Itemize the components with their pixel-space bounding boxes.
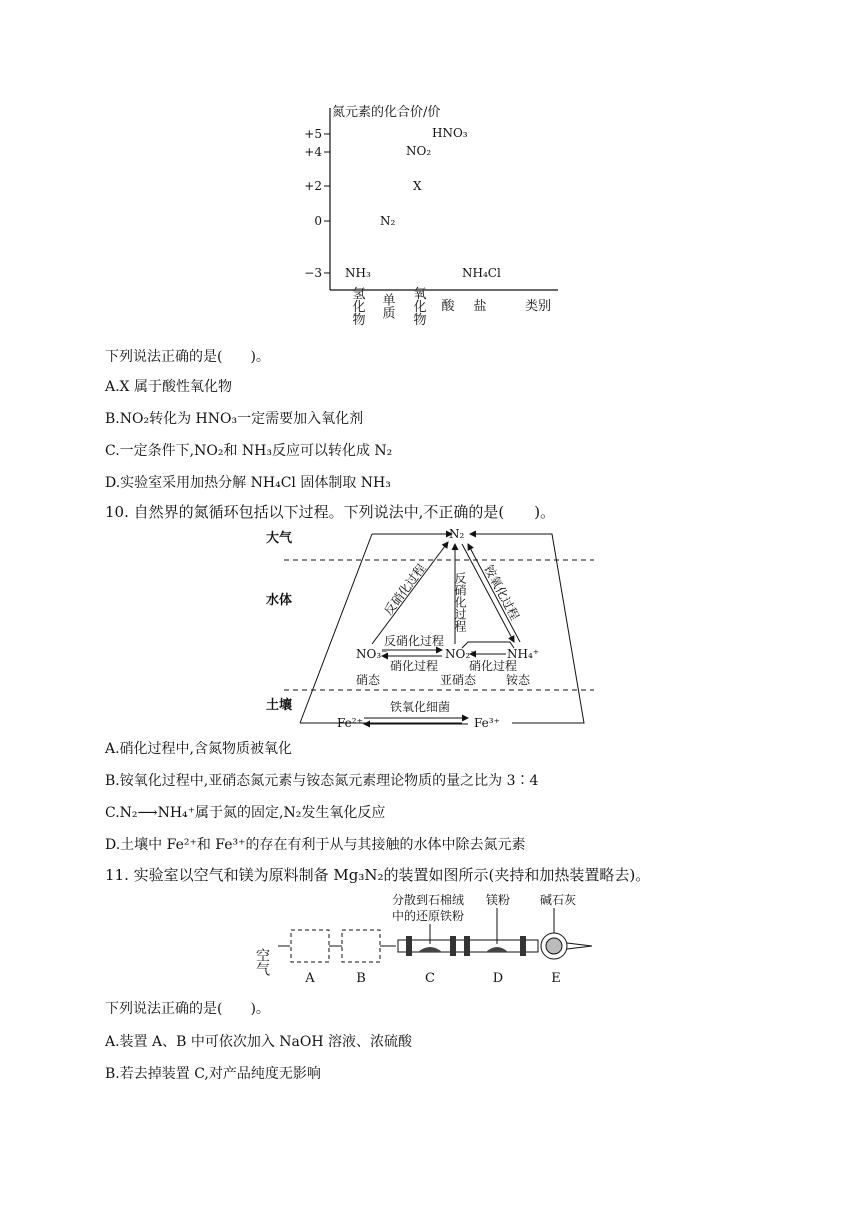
unit-e: E [551,971,561,986]
y-tick-minus3: −3 [304,266,322,280]
label-iron-powder-2: 中的还原铁粉 [392,909,465,923]
category-oxide: 氧化物 [410,286,426,326]
apparatus-diagram [254,890,603,990]
category-hydride: 氢化物 [349,286,365,326]
label-ammonium-oxidation: 铵氧化过程 [481,562,522,623]
point-hno3: HNO₃ [432,126,468,140]
state-nitrate: 硝态 [356,673,381,687]
nitrogen-cycle-diagram [262,524,602,734]
label-denitrification-middle: 反硝化过程 [453,572,467,632]
label-iron-powder-1: 分散到石棉绒 [392,893,465,907]
label-denitrification-bottom: 反硝化过程 [384,634,445,648]
y-tick-plus2: +2 [304,179,322,193]
category-element: 单质 [379,293,395,319]
category-salt: 盐 [473,299,487,314]
x-axis-title: 类别 [524,299,552,314]
species-n2: N₂ [449,527,465,541]
q11-option-a: A.装置 A、B 中可依次加入 NaOH 溶液、浓硫酸 [105,1034,413,1050]
q9-option-a: A.X 属于酸性氧化物 [105,379,232,395]
state-ammonium: 铵态 [506,673,531,687]
species-fe2: Fe²⁺ [337,716,363,730]
q11-option-b: B.若去掉装置 C,对产品纯度无影响 [105,1066,321,1082]
point-n2: N₂ [380,214,396,228]
y-tick-zero: 0 [314,214,322,228]
unit-d: D [492,971,504,986]
y-axis-title: 氮元素的化合价/价 [332,105,441,120]
q11-stem2: 下列说法正确的是( )。 [105,1001,270,1017]
q10-option-b: B.铵氧化过程中,亚硝态氮元素与铵态氮元素理论物质的量之比为 3∶4 [105,773,539,789]
point-nh3: NH₃ [345,266,371,280]
label-soda-lime: 碱石灰 [540,893,577,907]
label-nitrification-right: 硝化过程 [469,659,518,673]
species-no2: NO₂⁻ [445,647,477,661]
unit-b: B [356,971,366,986]
zone-soil: 土壤 [266,698,293,713]
valence-category-chart [300,100,570,345]
label-nitrification-left: 硝化过程 [390,659,439,673]
label-iron-bacteria: 铁氧化细菌 [390,700,451,714]
q10-option-c: C.N₂⟶NH₄⁺属于氮的固定,N₂发生氧化反应 [105,805,386,821]
q9-option-c: C.一定条件下,NO₂和 NH₃反应可以转化成 N₂ [105,443,393,459]
q9-stem: 下列说法正确的是( )。 [105,349,270,365]
q9-option-b: B.NO₂转化为 HNO₃一定需要加入氧化剂 [105,411,364,427]
point-nh4cl: NH₄Cl [462,266,501,280]
q10-option-d: D.土壤中 Fe²⁺和 Fe³⁺的存在有利于从与其接触的水体中除去氮元素 [105,837,526,853]
y-tick-plus4: +4 [304,145,322,159]
unit-a: A [305,971,315,986]
q10-option-a: A.硝化过程中,含氮物质被氧化 [105,741,293,757]
q11-stem: 11. 实验室以空气和镁为原料制备 Mg₃N₂的装置如图所示(夹持和加热装置略去)。 [105,866,651,884]
category-acid: 酸 [441,299,455,314]
state-nitrite: 亚硝态 [440,673,477,687]
label-denitrification-left: 反硝化过程 [381,561,429,618]
species-fe3: Fe³⁺ [474,716,500,730]
air-label: 空气 [254,948,270,976]
y-tick-plus5: +5 [304,127,322,141]
unit-c: C [425,971,435,986]
zone-water: 水体 [266,593,293,608]
point-x: X [413,179,422,193]
label-magnesium: 镁粉 [486,893,511,907]
species-no3: NO₃⁻ [356,647,388,661]
q9-option-d: D.实验室采用加热分解 NH₄Cl 固体制取 NH₃ [105,475,391,491]
species-nh4: NH₄⁺ [507,647,540,661]
q10-stem: 10. 自然界的氮循环包括以下过程。下列说法中,不正确的是( )。 [105,503,556,521]
zone-atmosphere: 大气 [266,531,293,546]
point-no2: NO₂ [406,144,432,158]
